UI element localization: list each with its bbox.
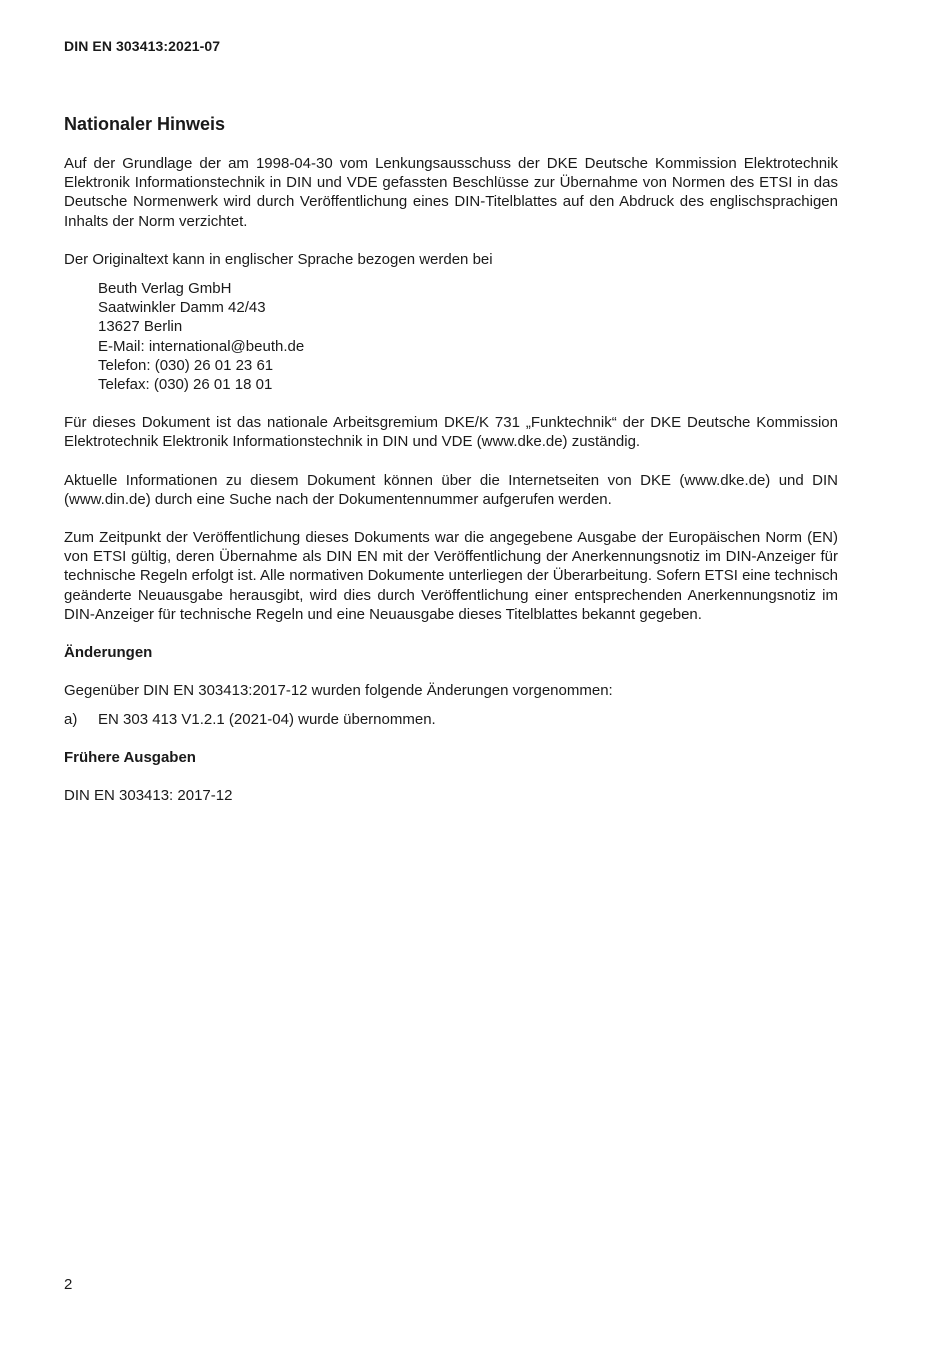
paragraph-changes-intro: Gegenüber DIN EN 303413:2017-12 wurden folgende Änderungen vorgenommen: <box>64 682 613 700</box>
publisher-address <box>98 279 838 394</box>
address-line-email: E-Mail: international@beuth.de <box>98 337 305 355</box>
address-line-street: Saatwinkler Damm 42/43 <box>98 299 266 317</box>
section-heading-previous-editions: Frühere Ausgaben <box>64 748 196 766</box>
list-item-text: EN 303 413 V1.2.1 (2021-04) wurde übernommen. <box>98 711 436 729</box>
paragraph-committee: Für dieses Dokument ist das nationale Arbeitsgremium DKE/K 731 „Funktechnik“ der DKE Deutsche Kommission Elektrotechnik Elektronik Informationstechnik in DIN und VDE (www.dke.de) zuständig. <box>64 414 838 451</box>
paragraph-validity: Zum Zeitpunkt der Veröffentlichung dieses Dokuments war die angegebene Ausgabe der Europäischen Norm (EN) von ETSI gültig, deren Übernahme als DIN EN mit der Veröffentlichung der Anerkennungsnotiz im DIN-Anzeiger für technische Regeln erfolgt ist. Alle normativen Dokumente unterliegen der Überarbeitung. Sofern ETSI eine technisch geänderte Neuausgabe herausgibt, wird dies durch Veröffentlichung einer entsprechenden Anerkennungsnotiz im DIN-Anzeiger für technische Regeln und eine Neuausgabe dieses Titelblattes bekannt gegeben. <box>64 529 838 623</box>
address-line-phone: Telefon: (030) 26 01 23 61 <box>98 356 274 374</box>
paragraph-previous-editions: DIN EN 303413: 2017-12 <box>64 786 233 804</box>
page-number: 2 <box>64 1276 73 1293</box>
section-heading-changes: Änderungen <box>64 644 153 662</box>
address-line-company: Beuth Verlag GmbH <box>98 280 232 298</box>
address-line-fax: Telefax: (030) 26 01 18 01 <box>98 376 273 394</box>
address-line-city: 13627 Berlin <box>98 318 183 336</box>
list-item <box>64 710 838 729</box>
document-id-header: DIN EN 303413:2021-07 <box>64 38 221 54</box>
paragraph-current-info: Aktuelle Informationen zu diesem Dokument können über die Internetseiten von DKE (www.dke.de) und DIN (www.din.de) durch eine Suche nach der Dokumentennummer aufgerufen werden. <box>64 471 838 508</box>
paragraph-original-text: Der Originaltext kann in englischer Sprache bezogen werden bei <box>64 250 493 268</box>
paragraph-adoption: Auf der Grundlage der am 1998-04-30 vom Lenkungsausschuss der DKE Deutsche Kommission Elektrotechnik Elektronik Informationstechnik in DIN und VDE gefassten Beschlüsse zur Übernahme von Normen des ETSI in das Deutsche Normenwerk wird durch Veröffentlichung eines DIN-Titelblattes auf den Abdruck des englischsprachigen Inhalts der Norm verzichtet. <box>64 155 838 230</box>
section-title-national-note: Nationaler Hinweis <box>64 114 226 134</box>
list-marker: a) <box>64 711 78 729</box>
main-content <box>64 112 838 824</box>
